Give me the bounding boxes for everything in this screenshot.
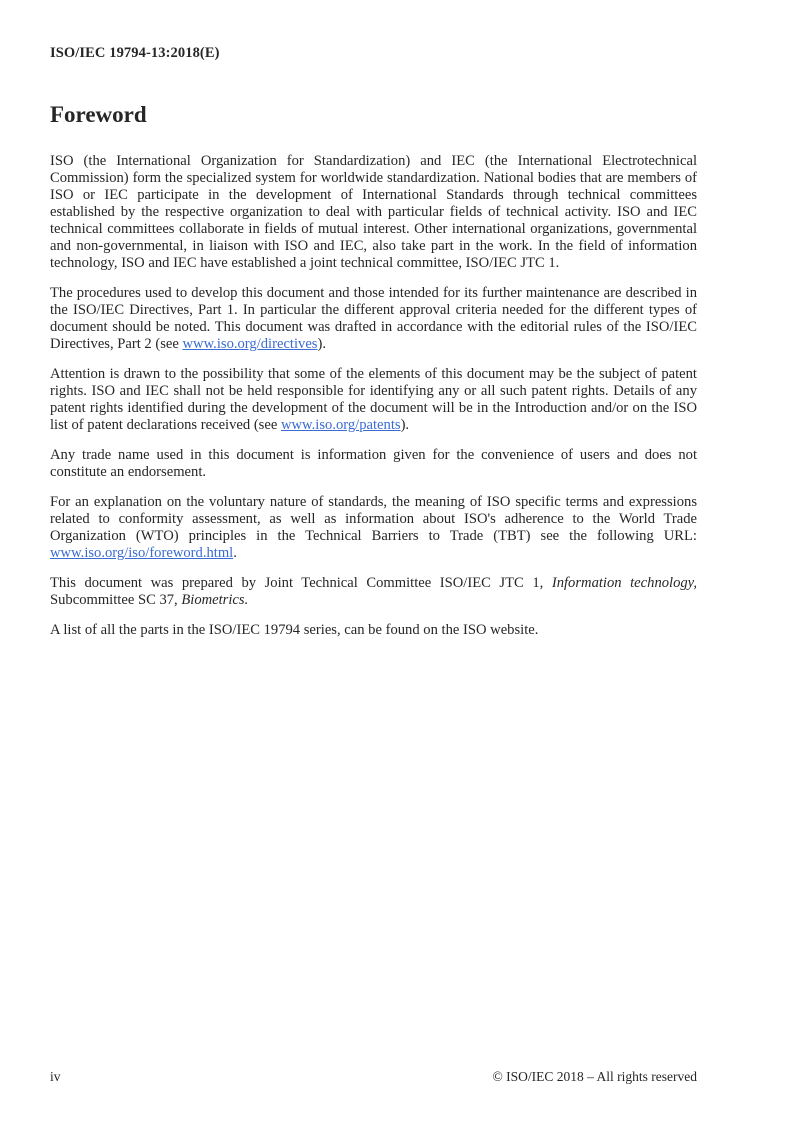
text-run: Any trade name used in this document is information given for the convenience of users and does not constitute an endorsement. xyxy=(50,447,697,480)
hyperlink[interactable]: www.iso.org/iso/foreword.html xyxy=(50,545,234,561)
text-run: ). xyxy=(317,336,327,352)
text-run: ). xyxy=(400,417,410,433)
paragraph xyxy=(50,366,697,434)
paragraph xyxy=(50,447,697,481)
page-number: iv xyxy=(50,1069,61,1084)
text-run: Subcommittee SC 37, xyxy=(50,592,182,608)
text-run: A list of all the parts in the ISO/IEC 19794 series, can be found on the ISO website. xyxy=(50,622,539,638)
paragraph xyxy=(50,622,697,639)
page-title: Foreword xyxy=(50,102,147,127)
text-run: ISO (the International Organization for Standardization) and IEC (the International Electrotechnical Commission) form the specialized system for worldwide standardization. National bodies that are members of ISO or IEC participate in the development of International Standards through technical committees established by the respective organization to deal with particular fields of technical activity. ISO and IEC technical committees collaborate in fields of mutual interest. Other international organizations, governmental and non-governmental, in liaison with ISO and IEC, also take part in the work. In the field of information technology, ISO and IEC have established a joint technical committee, ISO/IEC JTC 1. xyxy=(50,153,697,271)
paragraph xyxy=(50,153,697,272)
copyright-notice: © ISO/IEC 2018 – All rights reserved xyxy=(492,1069,697,1084)
text-run: This document was prepared by Joint Technical Committee ISO/IEC JTC 1, xyxy=(50,575,552,591)
text-run: Attention is drawn to the possibility that some of the elements of this document may be the subject of patent rights. ISO and IEC shall not be held responsible for identifying any or all such patent rights. Details of any patent rights identified during the development of the document will be in the Introduction and/or on the ISO list of patent declarations received (see xyxy=(50,366,697,433)
hyperlink[interactable]: www.iso.org/directives xyxy=(182,336,318,352)
hyperlink[interactable]: www.iso.org/patents xyxy=(280,417,401,433)
text-run: The procedures used to develop this document and those intended for its further maintenance are described in the ISO/IEC Directives, Part 1. In particular the different approval criteria needed for the different types of document should be noted. This document was drafted in accordance with the editorial rules of the ISO/IEC Directives, Part 2 (see xyxy=(50,285,697,352)
page-footer xyxy=(50,1069,697,1085)
text-run: . xyxy=(233,545,237,561)
paragraph xyxy=(50,494,697,562)
paragraph xyxy=(50,285,697,353)
text-run: For an explanation on the voluntary nature of standards, the meaning of ISO specific terms and expressions related to conformity assessment, as well as information about ISO's adherence to the World Trade Organization (WTO) principles in the Technical Barriers to Trade (TBT) see the following URL: xyxy=(50,494,697,544)
italic-text: Information technology, xyxy=(551,575,698,591)
document-body xyxy=(50,153,697,652)
italic-text: Biometrics. xyxy=(181,592,249,608)
paragraph xyxy=(50,575,697,609)
document-reference-header: ISO/IEC 19794-13:2018(E) xyxy=(50,45,220,61)
